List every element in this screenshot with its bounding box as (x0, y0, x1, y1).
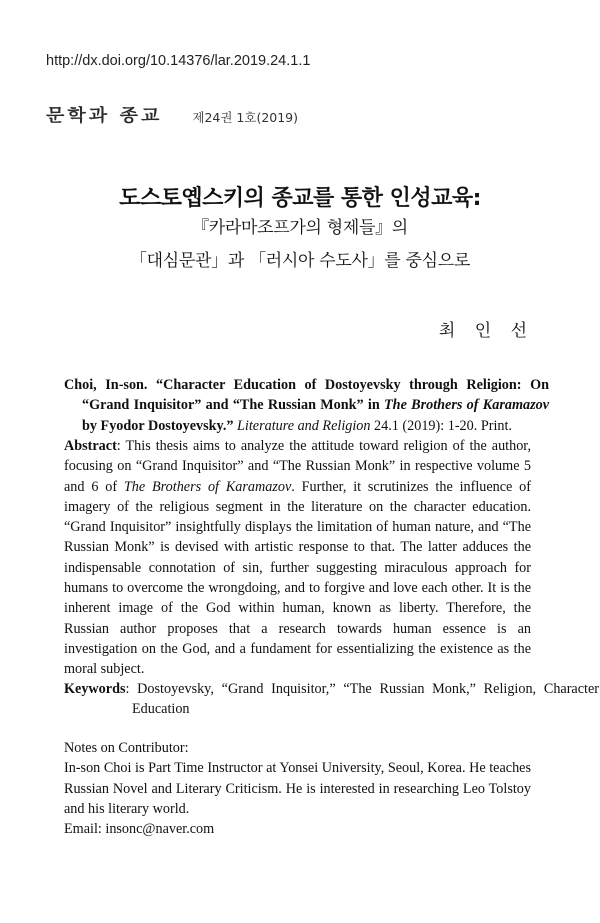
contributor-email[interactable]: Email: insonc@naver.com (64, 821, 215, 838)
citation-bold-end: by Fyodor Dostoyevsky.” (82, 417, 234, 434)
citation-bold: Choi, In-son. “Character Education of Dostoyevsky through Religion: On “Grand Inquisitor” and “The Russian Monk” in (64, 377, 549, 414)
keywords-text: : Dostoyevsky, “Grand Inquisitor,” “The Russian Monk,” Religion, Character Education (125, 681, 599, 718)
keywords-label: Keywords (64, 681, 126, 697)
contributor-notes (64, 738, 531, 839)
citation-rest: 24.1 (2019): 1-20. Print. (370, 417, 512, 434)
paper-subtitle-2: 「대심문관」과 「러시아 수도사」를 중심으로 (129, 251, 471, 271)
abstract-book-title: The Brothers of Karamazov (123, 478, 292, 495)
abstract-text-2: . Further, it scrutinizes the influence of imagery of the religious segment in the literature on the character education. “Grand Inquisitor” insightfully displays the limitation of human nature, and “The Russian Monk” is devised with artistic response to that. The latter adduces the indispensable connotation of sin, further suggesting miraculous approach for humans to overcome the wrongdoing, and to forgive and love each other. It is the inherent image of the God within human, known as liberty. Therefore, the Russian author proposes that a research towards human essence is an investigation on the God, and a fundament for essentializing the existence as the moral subject. (64, 478, 531, 678)
abstract-text-1: : This thesis aims to analyze the attitude toward religion of the author, focusing on “Grand Inquisitor” and “The Russian Monk” in respective volume 5 and 6 of (64, 438, 531, 495)
issue-number: 제24권 1호(2019) (192, 110, 299, 125)
abstract (64, 436, 531, 680)
paper-subtitle-1: 『카라마조프가의 형제들』의 (192, 218, 408, 238)
keywords (64, 679, 599, 720)
notes-text: In-son Choi is Part Time Instructor at Yonsei University, Seoul, Korea. He teaches Russian Novel and Literary Criticism. He is interested in researching Leo Tolstoy and his literary world. (64, 760, 531, 817)
journal-logo: 문학과 종교 (46, 105, 163, 126)
paper-title: 도스토옙스키의 종교를 통한 인성교육: (119, 186, 481, 211)
doi-link[interactable]: http://dx.doi.org/10.14376/lar.2019.24.1.1 (46, 53, 311, 69)
notes-heading: Notes on Contributor: (64, 740, 189, 756)
citation (64, 375, 549, 436)
citation-journal: Literature and Religion (233, 417, 371, 434)
author-name: 최 인 선 (438, 321, 534, 341)
citation-book-title: The Brothers of Karamazov (384, 397, 549, 414)
abstract-label: Abstract (64, 438, 117, 454)
journal-header (46, 101, 298, 128)
